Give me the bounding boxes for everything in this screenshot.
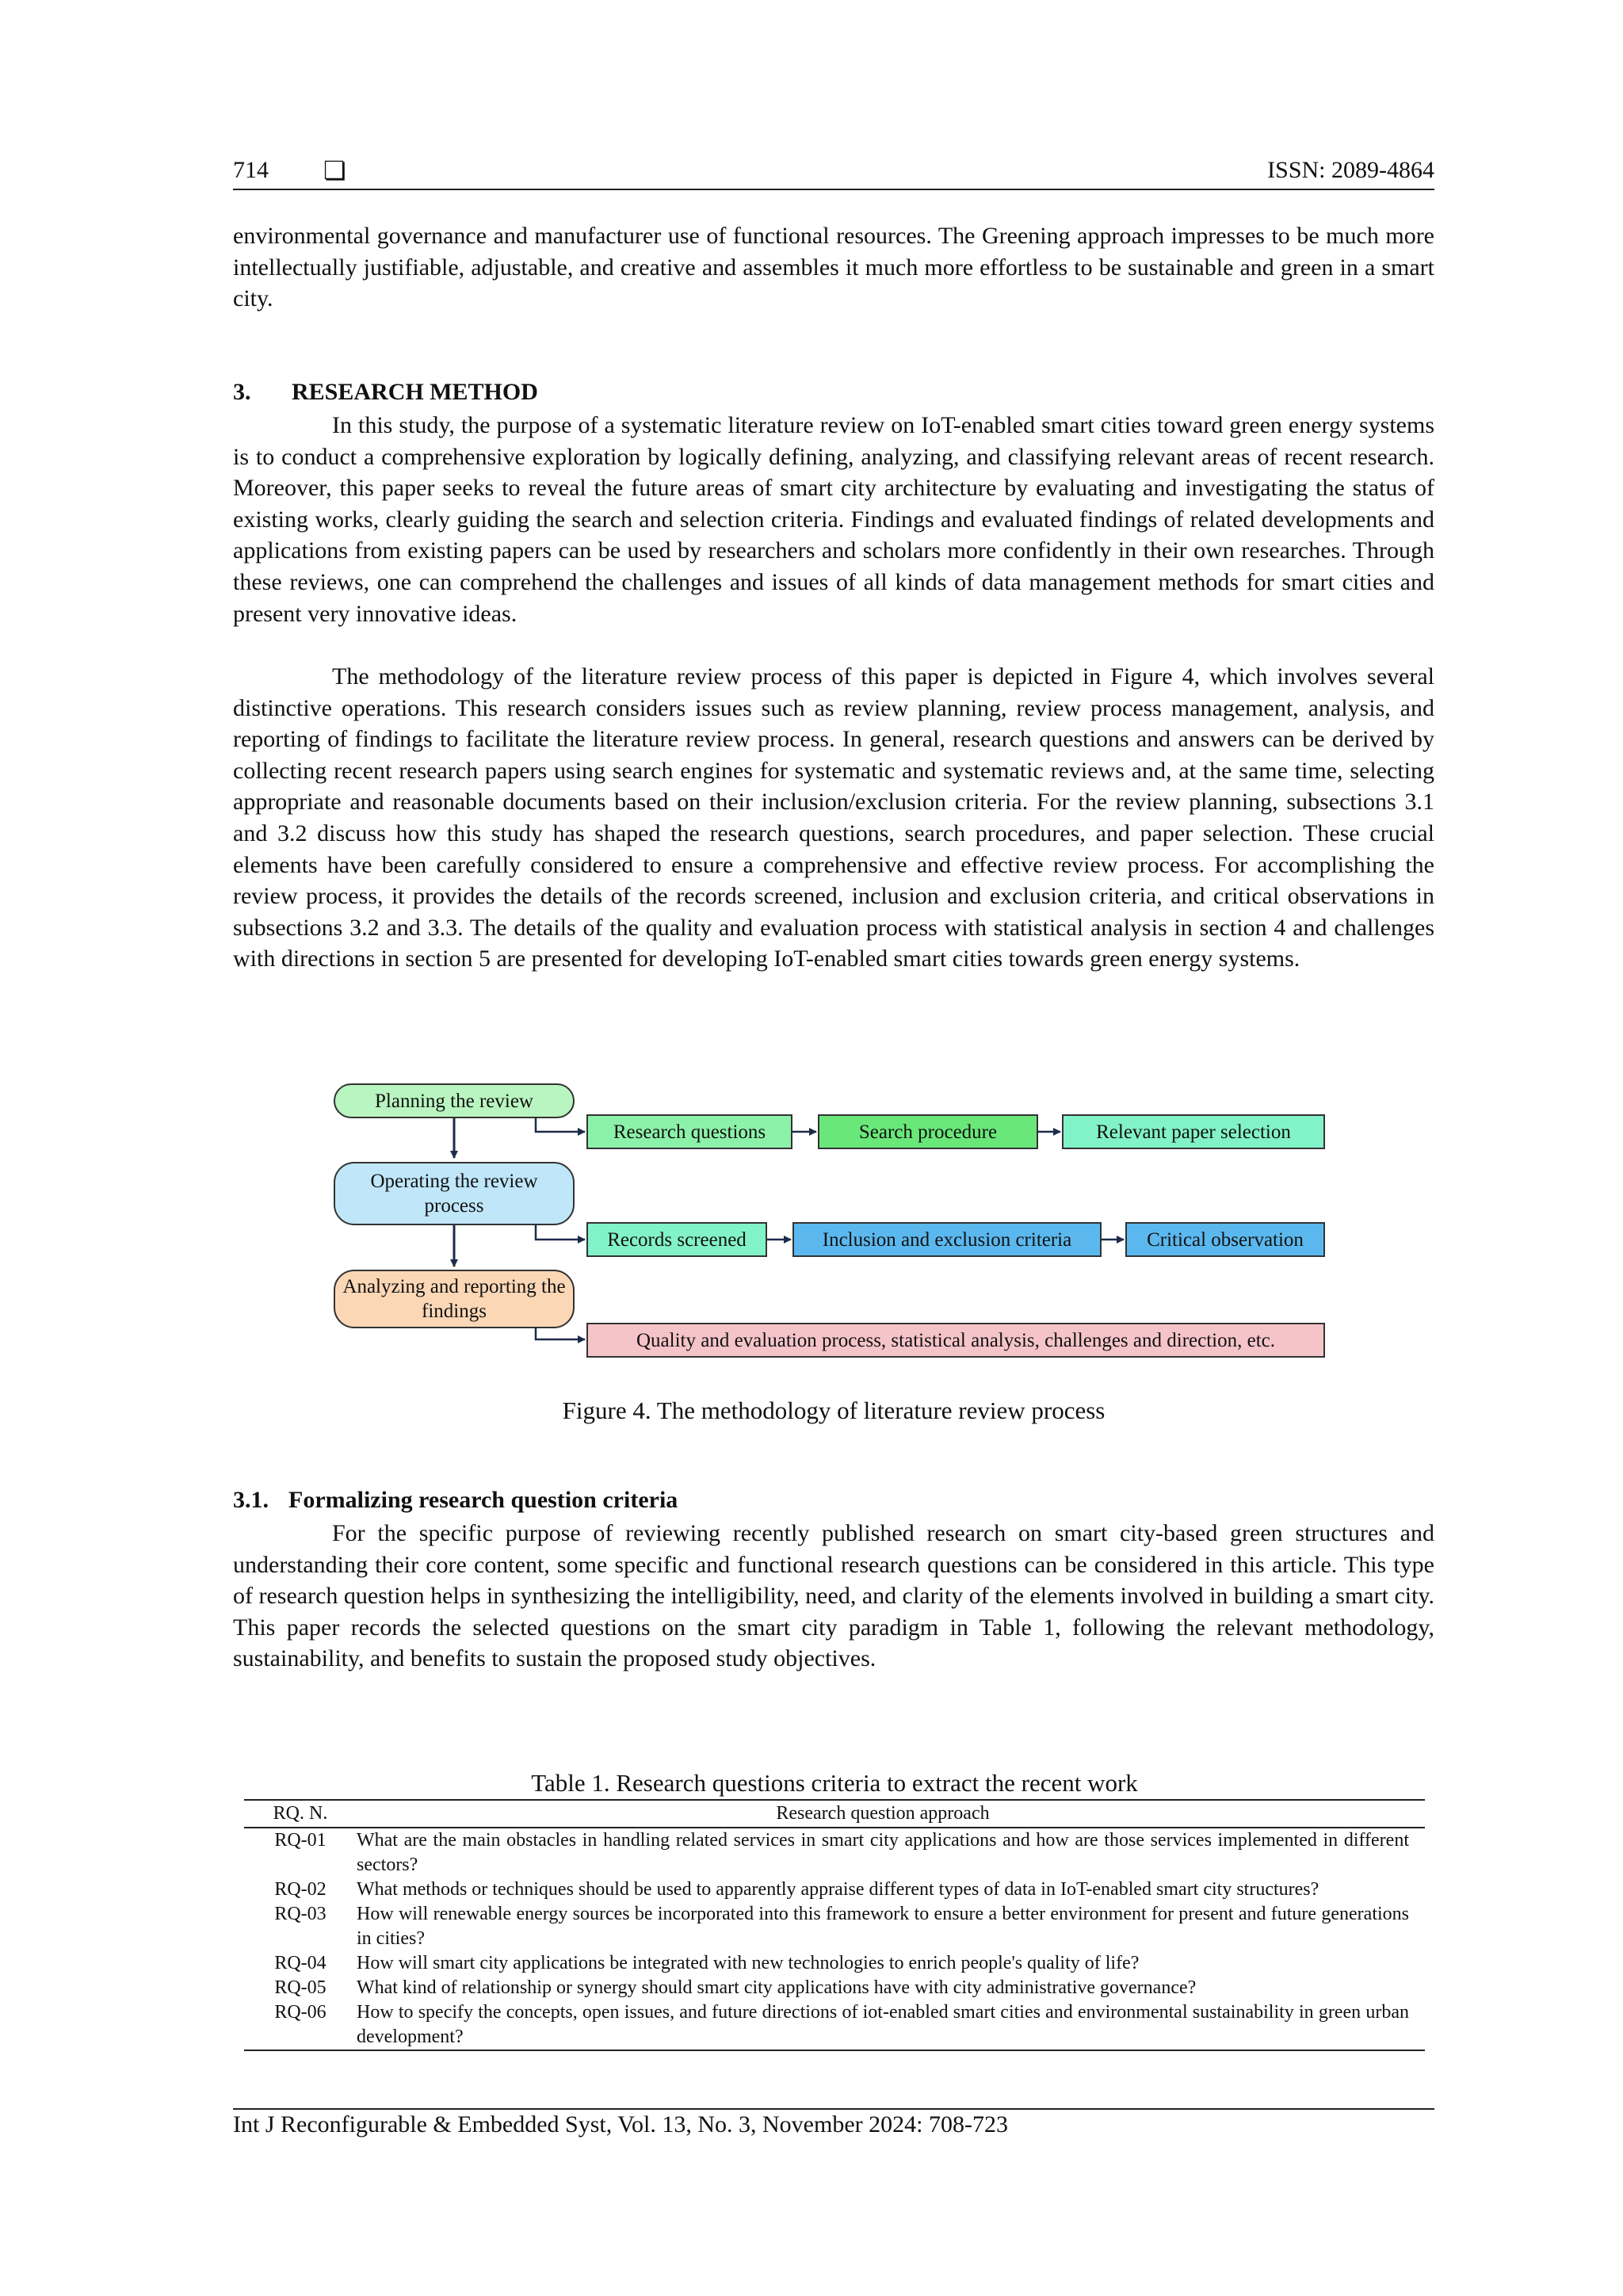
issn-label: ISSN: 2089-4864 [1267, 157, 1434, 183]
figure-caption: Figure 4. The methodology of literature review process [562, 1396, 1106, 1424]
square-bullet-icon: ❏ [323, 156, 346, 185]
journal-footer: Int J Reconfigurable & Embedded Syst, Vol. 13, No. 3, November 2024: 708-723 [233, 2111, 1008, 2137]
row-id: RQ-02 [274, 1879, 327, 1900]
subsection-number: 3.1. [233, 1487, 269, 1513]
stage-planning: Planning the review [334, 1083, 575, 1118]
column-header-id: RQ. N. [244, 1800, 357, 1828]
step-research-questions: Research questions [586, 1114, 792, 1149]
section3-paragraph-2: The methodology of the literature review process of this paper is depicted in Figure 4, which involves several distinctive operations. This research considers issues such as review planning, review process management, analysis, and reporting of findings to facilitate the literature review process. In general, research questions and answers can be derived by collecting recent research papers using search engines for systematic and systematic reviews and, at the same time, selecting appropriate and reasonable documents based on their inclusion/exclusion criteria. For the review planning, subsections 3.1 and 3.2 discuss how this study has shaped the research questions, search procedures, and paper selection. These crucial elements have been carefully considered to ensure a comprehensive and effective review process. For accomplishing the review process, it provides the details of the records screened, inclusion and exclusion criteria, and critical observations in subsections 3.2 and 3.3. The details of the quality and evaluation process with statistical analysis in section 4 and challenges with directions in section 5 are presented for developing IoT-enabled smart cities towards green energy systems. [233, 663, 1434, 972]
step-critical-observation: Critical observation [1125, 1222, 1325, 1257]
row-id: RQ-03 [274, 1904, 327, 1924]
elbow-operating [536, 1225, 585, 1240]
row-id: RQ-01 [274, 1830, 327, 1851]
stage-analyzing: Analyzing and reporting the findings [334, 1270, 575, 1328]
row-question: What methods or techniques should be used to apparently appraise different types of data in IoT-enabled smart city structures? [357, 1879, 1319, 1900]
section-title: RESEARCH METHOD [292, 379, 538, 405]
table-row [244, 1828, 1425, 1878]
column-header-question: Research question approach [357, 1800, 1425, 1828]
section-heading [233, 379, 538, 406]
subsection-heading [233, 1487, 678, 1514]
row-question: How to specify the concepts, open issues, and future directions of iot-enabled smart cities and environmental sustainability in green urban development? [357, 2002, 1409, 2047]
page-number: 714 [233, 157, 269, 183]
row-id: RQ-05 [274, 1977, 327, 1998]
elbow-planning [536, 1118, 585, 1132]
footer-divider [233, 2108, 1434, 2110]
intro-paragraph: environmental governance and manufacturer use of functional resources. The Greening approach impresses to be much more intellectually justifiable, adjustable, and creative and assembles it much more effortless to be sustainable and green in a smart city. [233, 223, 1434, 312]
row-question: What kind of relationship or synergy should smart city applications have with city administrative governance? [357, 1977, 1197, 1998]
section3-paragraph-1: In this study, the purpose of a systematic literature review on IoT-enabled smart cities toward green energy systems is to conduct a comprehensive exploration by logically defining, analyzing, and classifying relevant areas of recent research. Moreover, this paper seeks to reveal the future areas of smart city architecture by evaluating and investigating the status of existing works, clearly guiding the search and selection criteria. Findings and evaluated findings of related developments and applications from existing papers can be used by researchers and scholars more confidently in their own researches. Through these reviews, one can comprehend the challenges and issues of all kinds of data management methods for smart cities and present very innovative ideas. [233, 412, 1434, 627]
step-records-screened: Records screened [586, 1222, 767, 1257]
page-header [233, 155, 1434, 190]
step-relevant-paper-selection: Relevant paper selection [1062, 1114, 1325, 1149]
table-row [244, 1902, 1425, 1951]
table-row [244, 2000, 1425, 2050]
table-row [244, 1951, 1425, 1976]
stage-operating: Operating the review process [334, 1162, 575, 1225]
section-number: 3. [233, 379, 251, 405]
row-question: How will smart city applications be integrated with new technologies to enrich people's quality of life? [357, 1953, 1140, 1973]
row-id: RQ-06 [274, 2002, 327, 2023]
section3-1-paragraph: For the specific purpose of reviewing recently published research on smart city-based green structures and understanding their core content, some specific and functional research questions can be considered in this article. This type of research question helps in synthesizing the intelligibility, need, and clarity of the elements involved in building a smart city. This paper records the selected questions on the smart city paradigm in Table 1, following the relevant methodology, sustainability, and benefits to sustain the proposed study objectives. [233, 1520, 1434, 1672]
research-questions-table [244, 1799, 1425, 2051]
step-search-procedure: Search procedure [818, 1114, 1038, 1149]
row-question: How will renewable energy sources be incorporated into this framework to ensure a better environment for present and future generations in cities? [357, 1904, 1409, 1949]
table-row [244, 1878, 1425, 1902]
step-quality-evaluation: Quality and evaluation process, statistical analysis, challenges and direction, etc. [586, 1323, 1325, 1358]
row-id: RQ-04 [274, 1953, 327, 1973]
step-inclusion-exclusion: Inclusion and exclusion criteria [792, 1222, 1102, 1257]
row-question: What are the main obstacles in handling related services in smart city applications and how are those services implemented in different sectors? [357, 1830, 1409, 1875]
subsection-title: Formalizing research question criteria [288, 1487, 678, 1513]
table-row [244, 1976, 1425, 2000]
table-caption: Table 1. Research questions criteria to extract the recent work [531, 1769, 1138, 1797]
table-header-row [244, 1800, 1425, 1828]
